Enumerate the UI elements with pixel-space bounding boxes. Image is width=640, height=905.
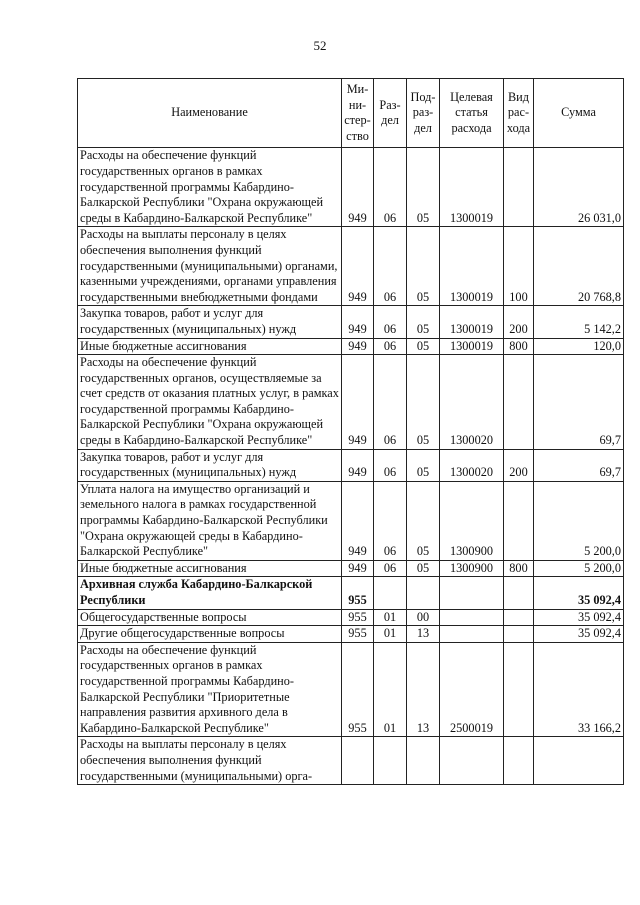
row-name: Закупка товаров, работ и услуг для государственных (муниципальных) нужд [78,306,342,338]
row-target-article: 2500019 [440,642,504,737]
row-target-article [440,609,504,626]
table-row [78,481,624,560]
header-amount: Сумма [534,79,624,148]
row-target-article [440,737,504,785]
row-amount: 33 166,2 [534,642,624,737]
table-row [78,306,624,338]
row-subsection: 05 [407,481,440,560]
table-row [78,642,624,737]
row-name: Расходы на выплаты персоналу в целях обеспечения выполнения функций государственными (муниципальными) органами, казенными учреждениями, органами управления государственными внебюджетными фондами [78,227,342,306]
row-expense-type [504,626,534,643]
row-subsection: 05 [407,560,440,577]
row-ministry: 949 [342,227,374,306]
row-section: 06 [374,338,407,355]
row-subsection: 00 [407,609,440,626]
table-row [78,148,624,227]
row-name: Архивная служба Кабардино-Балкарской Республики [78,577,342,609]
header-name: Наименование [78,79,342,148]
row-name: Иные бюджетные ассигнования [78,338,342,355]
row-expense-type [504,737,534,785]
header-expense-type: Вид рас- хода [504,79,534,148]
row-expense-type [504,609,534,626]
header-target-article: Целевая статья расхода [440,79,504,148]
row-name: Расходы на выплаты персоналу в целях обеспечения выполнения функций государственными (муниципальными) орга- [78,737,342,785]
row-amount: 35 092,4 [534,609,624,626]
row-target-article: 1300020 [440,449,504,481]
row-expense-type [504,355,534,450]
table-row [78,449,624,481]
row-amount: 5 200,0 [534,481,624,560]
header-subsection: Под- раз- дел [407,79,440,148]
row-target-article: 1300020 [440,355,504,450]
row-target-article: 1300019 [440,227,504,306]
row-subsection: 05 [407,148,440,227]
row-ministry: 955 [342,642,374,737]
row-amount: 120,0 [534,338,624,355]
row-subsection [407,577,440,609]
row-name: Другие общегосударственные вопросы [78,626,342,643]
page-number: 52 [313,38,327,53]
row-subsection: 05 [407,449,440,481]
row-expense-type [504,577,534,609]
row-target-article [440,577,504,609]
row-section: 06 [374,355,407,450]
row-section: 01 [374,642,407,737]
header-section: Раз- дел [374,79,407,148]
row-ministry: 955 [342,626,374,643]
row-subsection: 05 [407,338,440,355]
table-header-row [78,79,624,148]
row-expense-type: 800 [504,338,534,355]
row-subsection: 13 [407,626,440,643]
row-section: 01 [374,626,407,643]
row-subsection: 05 [407,227,440,306]
row-subsection: 05 [407,355,440,450]
row-section: 06 [374,148,407,227]
header-ministry: Ми- ни- стер- ство [342,79,374,148]
row-section: 01 [374,609,407,626]
budget-table [77,78,624,785]
row-subsection [407,737,440,785]
row-amount [534,737,624,785]
row-expense-type: 200 [504,449,534,481]
row-section [374,577,407,609]
row-name: Расходы на обеспечение функций государственных органов, осуществляемые за счет средств от оказания платных услуг, в рамках государственной программы Кабардино-Балкарской Республики "Охрана окружающей среды в Кабардино-Балкарской Республике" [78,355,342,450]
table-row [78,227,624,306]
row-expense-type [504,481,534,560]
row-section: 06 [374,306,407,338]
row-name: Закупка товаров, работ и услуг для государственных (муниципальных) нужд [78,449,342,481]
row-name: Расходы на обеспечение функций государственных органов в рамках государственной программы Кабардино-Балкарской Республики "Охрана окружающей среды в Кабардино-Балкарской Республике" [78,148,342,227]
row-amount: 5 142,2 [534,306,624,338]
row-ministry: 955 [342,609,374,626]
row-target-article: 1300900 [440,560,504,577]
row-target-article: 1300900 [440,481,504,560]
row-expense-type [504,642,534,737]
row-amount: 20 768,8 [534,227,624,306]
table-row [78,609,624,626]
row-name: Расходы на обеспечение функций государственных органов в рамках государственной программы Кабардино-Балкарской Республики "Приоритетные направления развития архивного дела в Кабардино-Балкарской Республике" [78,642,342,737]
row-section: 06 [374,481,407,560]
row-amount: 69,7 [534,449,624,481]
row-expense-type: 800 [504,560,534,577]
row-section: 06 [374,560,407,577]
table-row [78,577,624,609]
table-row [78,626,624,643]
row-target-article: 1300019 [440,148,504,227]
row-expense-type [504,148,534,227]
table-body [78,148,624,785]
row-ministry: 949 [342,338,374,355]
row-target-article: 1300019 [440,338,504,355]
row-section: 06 [374,449,407,481]
row-expense-type: 200 [504,306,534,338]
row-amount: 69,7 [534,355,624,450]
table-row [78,737,624,785]
table-row [78,355,624,450]
row-target-article [440,626,504,643]
row-amount: 26 031,0 [534,148,624,227]
row-subsection: 13 [407,642,440,737]
row-ministry: 955 [342,577,374,609]
row-expense-type: 100 [504,227,534,306]
row-section: 06 [374,227,407,306]
row-ministry: 949 [342,481,374,560]
row-amount: 35 092,4 [534,577,624,609]
row-ministry: 949 [342,148,374,227]
row-ministry: 949 [342,449,374,481]
row-ministry: 949 [342,560,374,577]
row-section [374,737,407,785]
row-amount: 5 200,0 [534,560,624,577]
row-name: Уплата налога на имущество организаций и земельного налога в рамках государственной программы Кабардино-Балкарской Республики "Охрана окружающей среды в Кабардино-Балкарской Республике" [78,481,342,560]
row-ministry [342,737,374,785]
table-row [78,338,624,355]
row-target-article: 1300019 [440,306,504,338]
row-ministry: 949 [342,355,374,450]
row-name: Иные бюджетные ассигнования [78,560,342,577]
row-name: Общегосударственные вопросы [78,609,342,626]
row-amount: 35 092,4 [534,626,624,643]
row-subsection: 05 [407,306,440,338]
table-row [78,560,624,577]
row-ministry: 949 [342,306,374,338]
